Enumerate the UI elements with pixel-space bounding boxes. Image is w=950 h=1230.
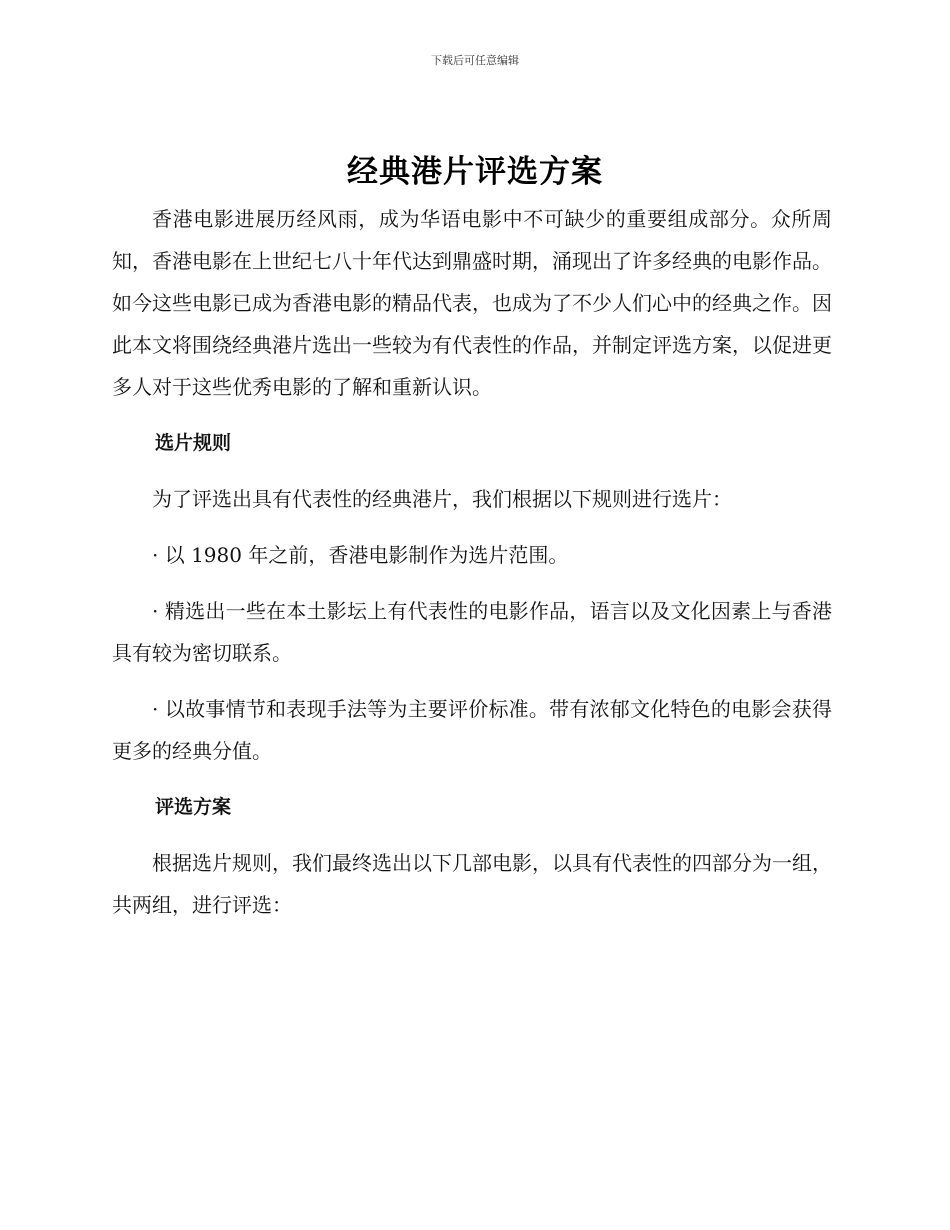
- rule-item-3: · 以故事情节和表现手法等为主要评价标准。带有浓郁文化特色的电影会获得更多的经典分值。: [112, 697, 832, 763]
- rule-item-1: · 以 1980 年之前，香港电影制作为选片范围。: [152, 543, 569, 567]
- intro-paragraph: 香港电影进展历经风雨，成为华语电影中不可缺少的重要组成部分。众所周知，香港电影在上世纪七八十年代达到鼎盛时期，涌现出了许多经典的电影作品。如今这些电影已成为香港电影的精品代表，也成为了不少人们心中的经典之作。因此本文将围绕经典港片选出一些较为有代表性的作品，并制定评选方案，以促进更多人对于这些优秀电影的了解和重新认识。: [112, 207, 832, 399]
- section-heading-selection-rules: 选片规则: [155, 432, 232, 454]
- rule-item-2: · 精选出一些在本土影坛上有代表性的电影作品，语言以及文化因素上与香港具有较为密切联系。: [112, 599, 832, 665]
- section-heading-selection-plan: 评选方案: [155, 796, 232, 818]
- header-note: 下载后可任意编辑: [431, 54, 519, 67]
- selection-plan-lead: 根据选片规则，我们最终选出以下几部电影，以具有代表性的四部分为一组，共两组，进行评选：: [112, 851, 832, 917]
- document-body: [112, 198, 832, 926]
- selection-rules-lead: 为了评选出具有代表性的经典港片，我们根据以下规则进行选片：: [152, 487, 732, 511]
- document-title: 经典港片评选方案: [347, 154, 603, 190]
